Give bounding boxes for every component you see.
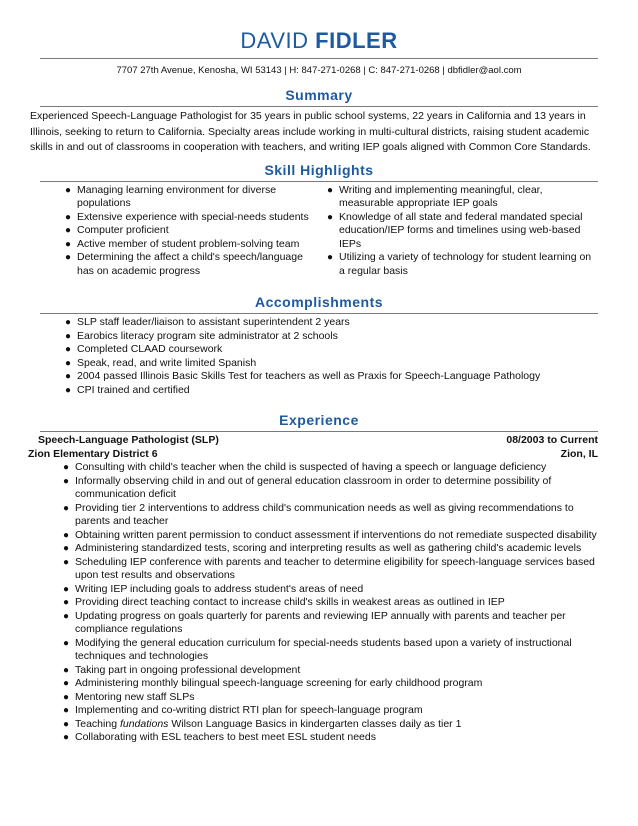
skill-item [327, 184, 598, 211]
bullet-icon: ● [65, 384, 72, 396]
bullet-icon: ● [63, 718, 70, 730]
skills-right-list [319, 184, 598, 279]
duty-item [63, 461, 598, 475]
skills-divider [40, 181, 598, 182]
bullet-icon: ● [327, 211, 334, 223]
accomplishment-item-text: Speak, read, and write limited Spanish [77, 356, 257, 369]
bullet-icon: ● [327, 184, 334, 196]
experience-heading: Experience [279, 412, 359, 428]
job-dates: 08/2003 to Current [506, 434, 598, 446]
skill-item-text: Active member of student problem-solving team [77, 237, 300, 250]
duty-item [63, 704, 598, 718]
first-name: DAVID [240, 28, 309, 53]
job-header [38, 434, 598, 448]
duty-item-text: Modifying the general education curriculum for special-needs students based upon a variety of instructional techniques and technologies [75, 636, 572, 662]
duty-item-text-pre: Teaching [75, 717, 120, 730]
skill-item-text: Managing learning environment for diverse populations [77, 183, 277, 209]
job-employer: Zion Elementary District 6 [28, 447, 158, 460]
header-divider [40, 58, 598, 59]
skills-heading: Skill Highlights [264, 161, 374, 178]
bullet-icon: ● [65, 238, 72, 250]
bullet-icon: ● [65, 184, 72, 196]
skills-left-list [40, 184, 319, 279]
duty-item-text: Writing IEP including goals to address student's areas of need [75, 582, 364, 595]
skill-item-text: Knowledge of all state and federal mandated special education/IEP forms and timelines using web-based IEPs [339, 210, 583, 250]
contact-line: 7707 27th Avenue, Kenosha, WI 53143 | H: 847-271-0268 | C: 847-271-0268 | dbfidler@aol.com [116, 65, 522, 76]
skill-item [65, 238, 319, 252]
duty-item-text: Administering monthly bilingual speech-language screening for early childhood program [75, 677, 483, 689]
bullet-icon: ● [63, 543, 70, 554]
accomplishment-item [65, 370, 598, 384]
accomplishment-item-text: Completed CLAAD coursework [77, 343, 223, 355]
job-title: Speech-Language Pathologist (SLP) [38, 434, 219, 446]
accomplishment-item [65, 384, 598, 398]
duty-item [63, 542, 598, 556]
bullet-icon: ● [65, 317, 72, 328]
accomplishment-item-text: Earobics literacy program site administrator at 2 schools [77, 329, 338, 342]
duty-item-text: Scheduling IEP conference with parents and teacher to determine eligibility for speech-language services based upon test results and observations [75, 555, 595, 581]
experience-divider [40, 431, 598, 432]
bullet-icon: ● [63, 583, 70, 595]
duty-item-text: Collaborating with ESL teachers to best meet ESL student needs [75, 731, 376, 743]
accomplishments-section [40, 316, 598, 397]
bullet-icon: ● [65, 211, 72, 223]
duty-item-text: Informally observing child in and out of general education classroom in order to determine possibility of communication deficit [75, 474, 552, 500]
bullet-icon: ● [327, 252, 334, 263]
skill-item-text: Determining the affect a child's speech/language has on academic progress [77, 251, 303, 277]
summary-heading: Summary [285, 87, 353, 103]
bullet-icon: ● [63, 529, 70, 541]
duty-item [63, 637, 598, 664]
bullet-icon: ● [65, 357, 72, 369]
accomplishment-item-text: 2004 passed Illinois Basic Skills Test for teachers as well as Praxis for Speech-Language Pathology [77, 370, 541, 382]
bullet-icon: ● [65, 344, 72, 355]
skill-item [65, 184, 319, 211]
job-employer-row [28, 448, 598, 462]
duty-item-text: Providing direct teaching contact to increase child's skills in weakest areas as outlined in IEP [75, 596, 505, 608]
duty-item-text: Updating progress on goals quarterly for parents and reviewing IEP annually with parents and teacher per compliance regulations [75, 609, 566, 635]
bullet-icon: ● [63, 705, 70, 716]
duty-item-text: Obtaining written parent permission to conduct assessment if interventions do not remediate suspected disability [75, 528, 597, 541]
accomplishment-item [65, 357, 598, 371]
duty-item [63, 731, 598, 745]
skills-columns [40, 184, 598, 279]
bullet-icon: ● [63, 637, 70, 649]
skill-item [65, 251, 319, 278]
duty-item [63, 596, 598, 610]
skill-item [327, 251, 598, 278]
accomplishments-divider [40, 313, 598, 314]
experience-section [28, 434, 598, 745]
duty-item-text-post: Wilson Language Basics in kindergarten classes daily as tier 1 [168, 717, 462, 730]
duty-item [63, 583, 598, 597]
duty-item [63, 664, 598, 678]
skills-right-column [319, 184, 598, 279]
bullet-icon: ● [63, 597, 70, 608]
duty-item-text: Consulting with child's teacher when the child is suspected of having a speech or language deficiency [75, 461, 547, 473]
bullet-icon: ● [65, 330, 72, 342]
duty-item [63, 691, 598, 705]
bullet-icon: ● [63, 475, 70, 487]
bullet-icon: ● [63, 678, 70, 689]
summary-divider [40, 106, 598, 107]
bullet-icon: ● [63, 502, 70, 514]
accomplishment-item [65, 316, 598, 330]
accomplishment-item-text: SLP staff leader/liaison to assistant superintendent 2 years [77, 316, 350, 328]
accomplishments-heading: Accomplishments [254, 294, 384, 310]
candidate-name [40, 0, 598, 54]
skill-item [327, 211, 598, 252]
duty-item [63, 502, 598, 529]
bullet-icon: ● [63, 664, 70, 676]
bullet-icon: ● [63, 691, 70, 703]
skill-item [65, 224, 319, 238]
bullet-icon: ● [65, 371, 72, 382]
accomplishment-item [65, 330, 598, 344]
bullet-icon: ● [63, 610, 70, 622]
accomplishment-item-text: CPI trained and certified [77, 383, 190, 396]
job-location: Zion, IL [560, 447, 598, 460]
duty-item [63, 677, 598, 691]
accomplishments-list [40, 316, 598, 397]
bullet-icon: ● [63, 462, 70, 473]
duty-item [63, 610, 598, 637]
skill-item-text: Extensive experience with special-needs students [77, 210, 309, 223]
accomplishment-item [65, 343, 598, 357]
duty-item [63, 718, 598, 732]
duty-item-text: Mentoring new staff SLPs [75, 690, 195, 703]
duty-item-text: Providing tier 2 interventions to address child's communication needs as well as giving recommendations to parents and teacher [75, 501, 574, 527]
skill-item [65, 211, 319, 225]
bullet-icon: ● [65, 225, 72, 236]
bullet-icon: ● [65, 252, 72, 263]
skill-item-text: Utilizing a variety of technology for student learning on a regular basis [339, 251, 592, 277]
duty-item-text-em: fundations [119, 717, 169, 730]
skill-item-text: Writing and implementing meaningful, clear, measurable appropriate IEP goals [339, 183, 543, 209]
duty-item-text: Implementing and co-writing district RTI plan for speech-language program [75, 704, 423, 716]
duties-list [38, 461, 598, 745]
bullet-icon: ● [63, 732, 70, 743]
duty-item [63, 556, 598, 583]
bullet-icon: ● [63, 556, 70, 568]
skill-item-text: Computer proficient [77, 224, 169, 236]
duty-item [63, 529, 598, 543]
duty-item-text: Administering standardized tests, scoring and interpreting results as well as gathering child's academic levels [75, 542, 582, 554]
skills-left-column [40, 184, 319, 279]
summary-text: Experienced Speech-Language Pathologist for 35 years in public school systems, 22 years in California and 13 years in Illinois, seeking to return to California. Specialty areas include working in multi-cultural districts, raising student academic skills in and out of classrooms in cooperation with teachers, and writing IEP goals aligned with Common Core Standards. [30, 110, 591, 153]
duty-item [63, 475, 598, 502]
last-name: FIDLER [315, 28, 398, 53]
duty-item-text: Taking part in ongoing professional development [75, 663, 301, 676]
